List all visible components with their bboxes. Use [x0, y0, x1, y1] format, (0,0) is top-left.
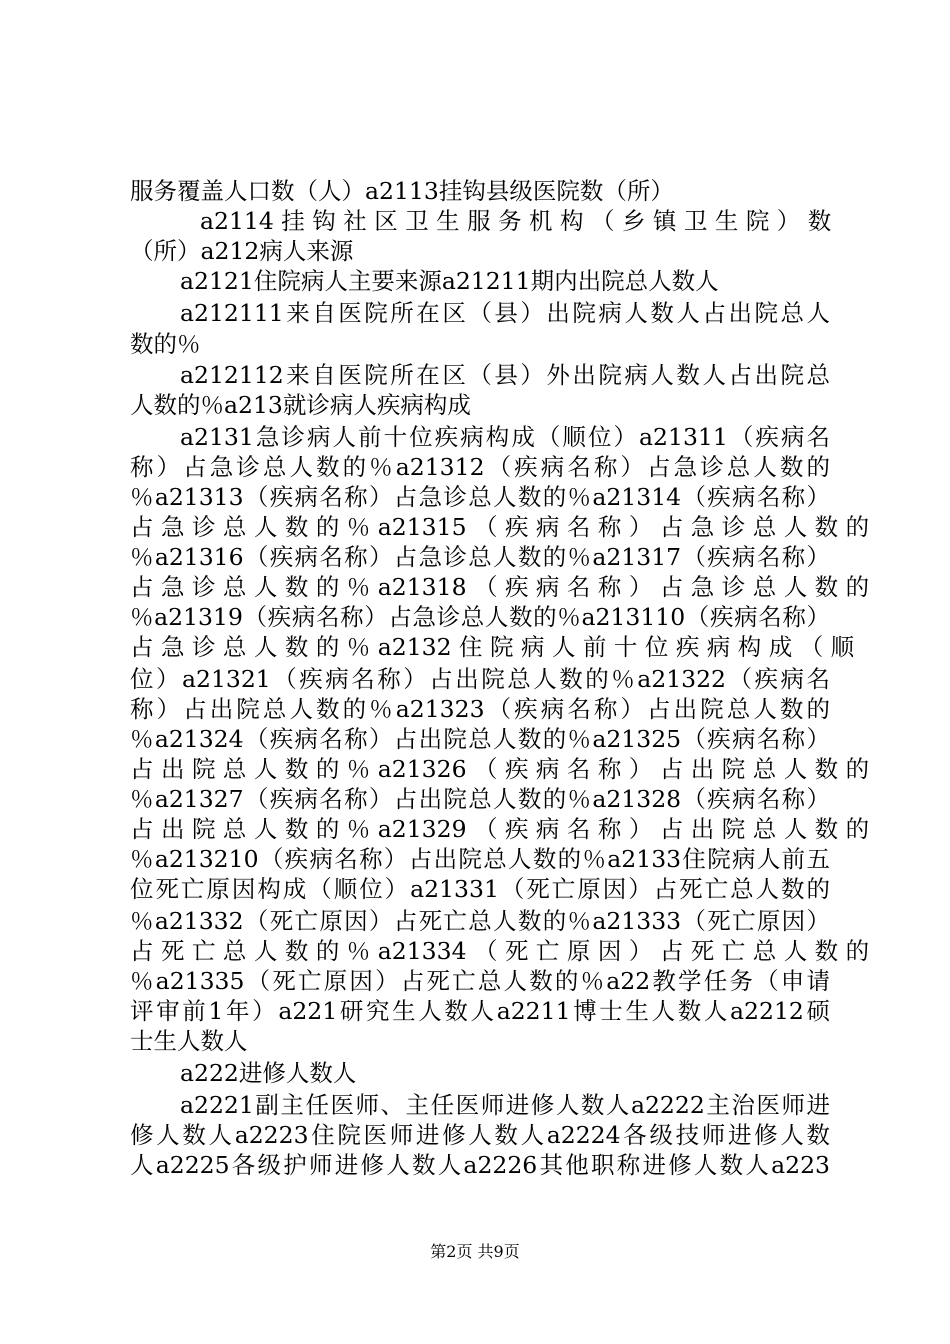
text-line: ％a21327（疾病名称）占出院总人数的％a21328（疾病名称）	[130, 785, 830, 813]
text-line: （所）a212病人来源	[130, 237, 354, 265]
text-line: ％a21335（死亡原因）占死亡总人数的％a22教学任务（申请	[130, 967, 830, 995]
text-line: 士生人数人	[130, 1027, 248, 1055]
text-line: ％a21324（疾病名称）占出院总人数的％a21325（疾病名称）	[130, 725, 830, 753]
text-line: 占 急 诊 总 人 数 的 ％ a21315 （ 疾 病 名 称 ） 占 急 诊 总 人 数 的	[130, 513, 870, 541]
text-line: a2221副主任医师、主任医师进修人数人a2222主治医师进	[180, 1091, 830, 1119]
text-line: 占 急 诊 总 人 数 的 ％ a21318 （ 疾 病 名 称 ） 占 急 诊 总 人 数 的	[130, 573, 870, 601]
text-line: 人数的％a213就诊病人疾病构成	[130, 391, 471, 419]
text-line: 称）占急诊总人数的％a21312（疾病名称）占急诊总人数的	[130, 453, 830, 481]
text-line: a222进修人数人	[180, 1059, 357, 1087]
text-line: 位）a21321（疾病名称）占出院总人数的％a21322（疾病名	[130, 665, 830, 693]
text-line: a2131急诊病人前十位疾病构成（顺位）a21311（疾病名	[180, 423, 830, 451]
text-line: 服务覆盖人口数（人）a2113挂钩县级医院数（所）	[130, 177, 674, 205]
page-number-footer: 第2页 共9页	[430, 1242, 520, 1261]
text-line: ％a21316（疾病名称）占急诊总人数的％a21317（疾病名称）	[130, 543, 830, 571]
text-line: 数的％	[130, 330, 201, 358]
text-line: 称）占出院总人数的％a21323（疾病名称）占出院总人数的	[130, 695, 830, 723]
text-line: 位死亡原因构成（顺位）a21331（死亡原因）占死亡总人数的	[130, 875, 830, 903]
text-line: 占 急 诊 总 人 数 的 ％ a2132 住 院 病 人 前 十 位 疾 病 构 成 （ 顺	[130, 633, 855, 661]
text-line: 占 死 亡 总 人 数 的 ％ a21334 （ 死 亡 原 因 ） 占 死 亡 总 人 数 的	[130, 937, 870, 965]
text-line: 人a2225各级护师进修人数人a2226其他职称进修人数人a223	[130, 1151, 830, 1179]
text-line: 占 出 院 总 人 数 的 ％ a21329 （ 疾 病 名 称 ） 占 出 院 总 人 数 的	[130, 815, 870, 843]
text-line: ％a21319（疾病名称）占急诊总人数的％a213110（疾病名称）	[130, 603, 830, 631]
text-line: a212112来自医院所在区（县）外出院病人数人占出院总	[180, 361, 830, 389]
text-line: ％a213210（疾病名称）占出院总人数的％a2133住院病人前五	[130, 845, 830, 873]
text-line: 修人数人a2223住院医师进修人数人a2224各级技师进修人数	[130, 1121, 830, 1149]
text-line: ％a21313（疾病名称）占急诊总人数的％a21314（疾病名称）	[130, 483, 830, 511]
text-line: a2121住院病人主要来源a21211期内出院总人数人	[180, 267, 719, 295]
text-line: 占 出 院 总 人 数 的 ％ a21326 （ 疾 病 名 称 ） 占 出 院 总 人 数 的	[130, 755, 870, 783]
text-line: a212111来自医院所在区（县）出院病人数人占出院总人	[180, 299, 830, 327]
text-line: ％a21332（死亡原因）占死亡总人数的％a21333（死亡原因）	[130, 907, 830, 935]
text-line: a2114 挂 钩 社 区 卫 生 服 务 机 构 （ 乡 镇 卫 生 院 ） 数	[200, 207, 832, 235]
text-line: 评审前1年）a221研究生人数人a2211博士生人数人a2212硕	[130, 997, 830, 1025]
